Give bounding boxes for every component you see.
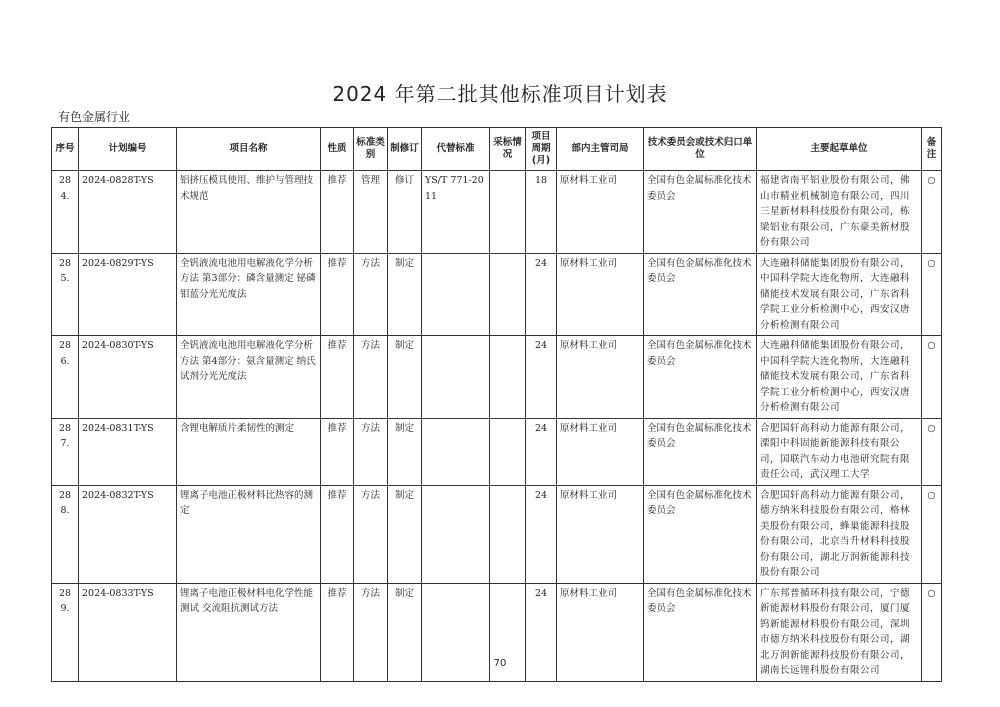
cell-adoption (490, 336, 526, 419)
cell-plan-no: 2024-0830T-YS (79, 336, 177, 419)
cell-period: 18 (526, 171, 557, 254)
cell-revision: 制定 (388, 583, 422, 681)
standards-plan-table (51, 127, 942, 682)
cell-period: 24 (526, 336, 557, 419)
cell-replaced-std (422, 485, 490, 583)
cell-plan-no: 2024-0833T-YS (79, 583, 177, 681)
cell-period: 24 (526, 418, 557, 485)
cell-std-category: 管理 (354, 171, 388, 254)
cell-project-name: 全钒液流电池用电解液化学分析方法 第4部分：氨含量测定 纳氏试剂分光光度法 (177, 336, 321, 419)
header-ministry-dept: 部内主管司局 (557, 128, 644, 171)
cell-seq: 284. (52, 171, 79, 254)
cell-replaced-std (422, 253, 490, 336)
cell-std-category: 方法 (354, 253, 388, 336)
header-nature: 性质 (321, 128, 354, 171)
table-row (52, 253, 942, 336)
page-number: 70 (493, 658, 507, 669)
header-remarks: 备注 (922, 128, 942, 171)
cell-project-name: 锂离子电池正极材料比热容的测定 (177, 485, 321, 583)
cell-project-name: 含锂电解质片柔韧性的测定 (177, 418, 321, 485)
cell-remarks: ○ (922, 418, 942, 485)
table-row (52, 171, 942, 254)
header-plan-no: 计划编号 (79, 128, 177, 171)
cell-plan-no: 2024-0828T-YS (79, 171, 177, 254)
cell-replaced-std: YS/T 771-2011 (422, 171, 490, 254)
table-header-row (52, 128, 942, 171)
cell-std-category: 方法 (354, 583, 388, 681)
table-row (52, 418, 942, 485)
cell-period: 24 (526, 583, 557, 681)
cell-tech-committee: 全国有色金属标准化技术委员会 (644, 171, 757, 254)
cell-tech-committee: 全国有色金属标准化技术委员会 (644, 583, 757, 681)
cell-replaced-std (422, 418, 490, 485)
header-period: 项目周期(月) (526, 128, 557, 171)
cell-revision: 修订 (388, 171, 422, 254)
cell-tech-committee: 全国有色金属标准化技术委员会 (644, 336, 757, 419)
cell-replaced-std (422, 336, 490, 419)
cell-nature: 推荐 (321, 253, 354, 336)
cell-revision: 制定 (388, 336, 422, 419)
header-std-category: 标准类别 (354, 128, 388, 171)
cell-tech-committee: 全国有色金属标准化技术委员会 (644, 253, 757, 336)
cell-nature: 推荐 (321, 485, 354, 583)
document-title: 2024 年第二批其他标准项目计划表 (332, 82, 668, 106)
header-adoption: 采标情况 (490, 128, 526, 171)
cell-revision: 制定 (388, 485, 422, 583)
cell-ministry-dept: 原材料工业司 (557, 583, 644, 681)
cell-nature: 推荐 (321, 583, 354, 681)
cell-adoption (490, 253, 526, 336)
cell-adoption (490, 485, 526, 583)
cell-seq: 285. (52, 253, 79, 336)
cell-std-category: 方法 (354, 418, 388, 485)
cell-nature: 推荐 (321, 418, 354, 485)
cell-plan-no: 2024-0829T-YS (79, 253, 177, 336)
cell-seq: 286. (52, 336, 79, 419)
cell-ministry-dept: 原材料工业司 (557, 253, 644, 336)
cell-drafting-units: 广东邦普循环科技有限公司，宁德新能源材料股份有限公司，厦门厦钨新能源材料股份有限公司，深圳市德方纳米科技股份有限公司，湖北万润新能源科技股份有限公司，湖南长远锂科股份有限公司 (757, 583, 922, 681)
cell-revision: 制定 (388, 418, 422, 485)
cell-std-category: 方法 (354, 336, 388, 419)
industry-category: 有色金属行业 (58, 110, 131, 124)
header-tech-committee: 技术委员会或技术归口单位 (644, 128, 757, 171)
cell-ministry-dept: 原材料工业司 (557, 418, 644, 485)
cell-nature: 推荐 (321, 336, 354, 419)
cell-drafting-units: 合肥国轩高科动力能源有限公司，溧阳中科固能新能源科技有限公司，国联汽车动力电池研究院有限责任公司，武汉理工大学 (757, 418, 922, 485)
header-drafting-units: 主要起草单位 (757, 128, 922, 171)
table-row (52, 485, 942, 583)
cell-seq: 288. (52, 485, 79, 583)
cell-plan-no: 2024-0832T-YS (79, 485, 177, 583)
cell-nature: 推荐 (321, 171, 354, 254)
cell-drafting-units: 大连融科储能集团股份有限公司，中国科学院大连化物所，大连融科储能技术发展有限公司，广东省科学院工业分析检测中心，西安汉唐分析检测有限公司 (757, 253, 922, 336)
cell-ministry-dept: 原材料工业司 (557, 336, 644, 419)
cell-ministry-dept: 原材料工业司 (557, 485, 644, 583)
cell-drafting-units: 合肥国轩高科动力能源有限公司，德方纳米科技股份有限公司，格林美股份有限公司，蜂巢能源科技股份有限公司，北京当升材料科技股份有限公司，湖北万润新能源科技股份有限公司 (757, 485, 922, 583)
cell-project-name: 锂离子电池正极材料电化学性能测试 交流阻抗测试方法 (177, 583, 321, 681)
header-project-name: 项目名称 (177, 128, 321, 171)
cell-seq: 287. (52, 418, 79, 485)
cell-revision: 制定 (388, 253, 422, 336)
cell-tech-committee: 全国有色金属标准化技术委员会 (644, 485, 757, 583)
cell-remarks: ○ (922, 171, 942, 254)
cell-remarks: ○ (922, 583, 942, 681)
cell-period: 24 (526, 253, 557, 336)
table-row (52, 336, 942, 419)
cell-drafting-units: 福建省南平铝业股份有限公司，佛山市精业机械制造有限公司，四川三星新材料科技股份有限公司，栋梁铝业有限公司，广东豪美新材股份有限公司 (757, 171, 922, 254)
cell-adoption (490, 418, 526, 485)
cell-plan-no: 2024-0831T-YS (79, 418, 177, 485)
cell-adoption (490, 171, 526, 254)
cell-remarks: ○ (922, 485, 942, 583)
cell-period: 24 (526, 485, 557, 583)
cell-drafting-units: 大连融科储能集团股份有限公司，中国科学院大连化物所，大连融科储能技术发展有限公司，广东省科学院工业分析检测中心，西安汉唐分析检测有限公司 (757, 336, 922, 419)
cell-project-name: 全钒液流电池用电解液化学分析方法 第3部分：磷含量测定 铋磷钼蓝分光光度法 (177, 253, 321, 336)
cell-tech-committee: 全国有色金属标准化技术委员会 (644, 418, 757, 485)
cell-seq: 289. (52, 583, 79, 681)
header-replaced-std: 代替标准 (422, 128, 490, 171)
header-seq: 序号 (52, 128, 79, 171)
cell-project-name: 铝挤压模具使用、维护与管理技术规范 (177, 171, 321, 254)
cell-remarks: ○ (922, 253, 942, 336)
header-revision: 制修订 (388, 128, 422, 171)
cell-ministry-dept: 原材料工业司 (557, 171, 644, 254)
cell-std-category: 方法 (354, 485, 388, 583)
cell-remarks: ○ (922, 336, 942, 419)
